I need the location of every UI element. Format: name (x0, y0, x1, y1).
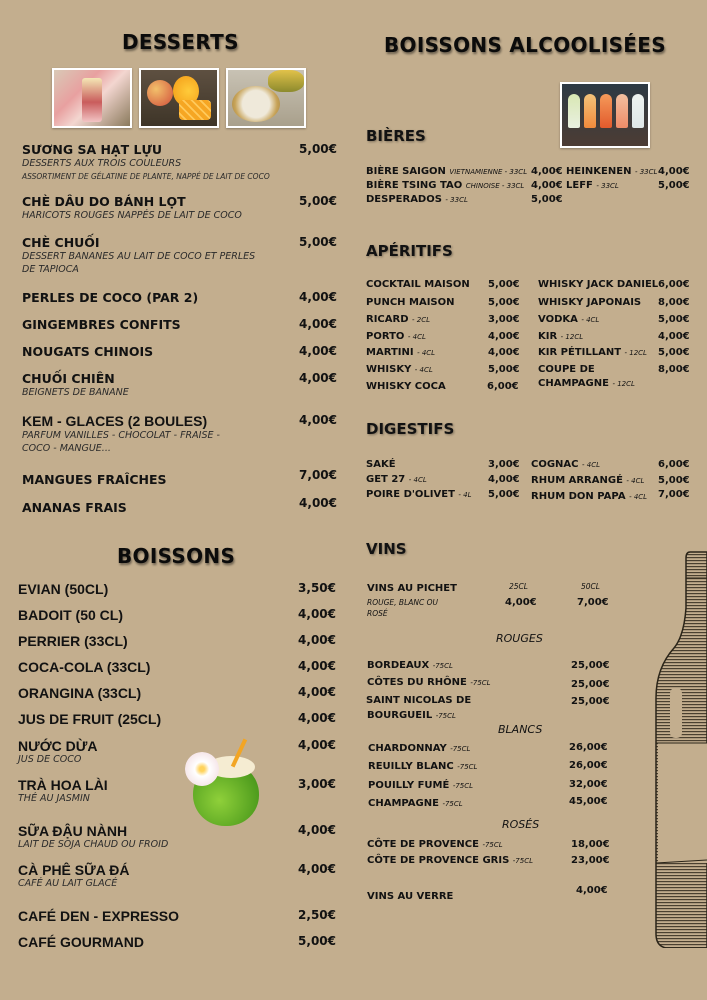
wine-bottle-illustration (652, 548, 707, 948)
item-price: 5,00€ (658, 475, 690, 486)
item-price: 4,00€ (299, 496, 337, 510)
item-name: GINGEMBRES CONFITS (22, 317, 181, 332)
item-note: -75CL (442, 800, 463, 808)
item-note: -75CL (457, 763, 478, 771)
item-name: ANANAS FRAIS (22, 500, 127, 515)
coconut-drink-illustration (185, 738, 265, 828)
aperitifs-title: APÉRITIFS (366, 242, 453, 260)
item-price: 3,00€ (488, 459, 520, 470)
item-desc: JUS DE COCO (18, 754, 82, 765)
item-note: - 4CL (407, 333, 426, 341)
item-desc: CAFÉ AU LAIT GLACÉ (18, 878, 118, 889)
item-price: 25,00€ (571, 679, 610, 690)
item-price: 25,00€ (571, 696, 610, 707)
beer-item (566, 166, 657, 177)
boissons-title: BOISSONS (117, 544, 236, 568)
digestif-item (531, 491, 647, 502)
item-price: 3,00€ (488, 314, 520, 325)
dessert-item (22, 142, 337, 183)
item-desc-2: ASSORTIMENT DE GÉLATINE DE PLANTE, NAPPÉ DE LAIT DE COCO (22, 172, 270, 181)
item-name: CÔTES DU RHÔNE (367, 677, 467, 688)
item-name: TRÀ HOA LÀI (18, 777, 108, 793)
aperitif-item (366, 347, 435, 358)
item-name: DESPERADOS (366, 194, 442, 205)
item-name: WHISKY COCA (366, 381, 446, 392)
item-name: LEFF (566, 180, 593, 191)
item-name: GET 27 (366, 474, 406, 485)
item-price: 4,00€ (531, 180, 563, 191)
dessert-item (22, 413, 337, 455)
item-name: CHÈ DÂU DO BÁNH LỌT (22, 194, 186, 209)
item-name: PUNCH MAISON (366, 297, 455, 308)
item-price: 26,00€ (569, 742, 608, 753)
aperitif-item-line2 (538, 378, 635, 389)
item-name: SAKÉ (366, 459, 396, 470)
dessert-photo-3 (226, 68, 306, 128)
item-name: REUILLY BLANC (368, 761, 454, 772)
item-name: KEM - GLACES (2 BOULES) (22, 413, 208, 429)
item-note: - 4CL (629, 493, 648, 501)
item-price: 4,00€ (299, 371, 337, 385)
item-desc: HARICOTS ROUGES NAPPÉS DE LAIT DE COCO (22, 210, 242, 221)
drink-item (18, 685, 336, 701)
item-price: 4,00€ (299, 413, 337, 427)
item-price: 2,50€ (298, 908, 336, 922)
item-price: 5,00€ (298, 934, 336, 948)
alcool-title: BOISSONS ALCOOLISÉES (384, 33, 666, 57)
item-name: CHÈ CHUỐI (22, 235, 100, 250)
item-note: - 12CL (612, 380, 635, 388)
digestif-item (366, 474, 427, 485)
item-note: VIETNAMIENNE - 33CL (449, 168, 528, 176)
aperitif-item (538, 279, 658, 290)
item-price: 4,00€ (299, 344, 337, 358)
item-name: JUS DE FRUIT (25CL) (18, 711, 162, 727)
wine-pichet-name: VINS AU PICHET (367, 583, 457, 594)
item-desc: PARFUM VANILLES - CHOCOLAT - FRAISE - COCO - MANGUE... (22, 430, 220, 454)
bieres-title: BIÈRES (366, 127, 426, 145)
wine-item-line2 (367, 710, 456, 721)
item-name: PERRIER (33CL) (18, 633, 128, 649)
item-price: 5,00€ (299, 194, 337, 208)
aperitif-item (538, 314, 599, 325)
item-name: ORANGINA (33CL) (18, 685, 142, 701)
dessert-item (22, 235, 337, 276)
item-desc: DESSERTS AUX TROIS COULEURS (22, 158, 182, 169)
item-price: 5,00€ (531, 194, 563, 205)
item-price: 23,00€ (571, 855, 610, 866)
wine-item (368, 780, 473, 791)
item-price: 5,00€ (299, 142, 337, 156)
wine-pichet-desc: ROUGE, BLANC OU ROSÉ (367, 598, 439, 618)
item-desc: BEIGNETS DE BANANE (22, 387, 129, 398)
wine-item (367, 839, 503, 850)
dessert-item (22, 498, 337, 515)
item-name: SỮA ĐẬU NÀNH (18, 823, 128, 839)
item-desc: THÉ AU JASMIN (18, 793, 90, 804)
drink-item (18, 777, 336, 804)
item-note: - 4CL (581, 316, 600, 324)
item-note: - 4CL (581, 461, 600, 469)
wine-pichet-price-50: 7,00€ (577, 597, 609, 608)
blancs-label: BLANCS (498, 723, 543, 736)
item-note: -75CL (482, 841, 503, 849)
item-price: 5,00€ (299, 235, 337, 249)
item-name: BIÈRE SAIGON (366, 166, 446, 177)
item-name: CÔTE DE PROVENCE GRIS (367, 855, 510, 866)
item-name: KIR (538, 331, 558, 342)
item-price: 5,00€ (658, 347, 690, 358)
item-note: -75CL (452, 782, 474, 790)
item-name: CÔTE DE PROVENCE (367, 839, 479, 850)
item-name: MARTINI (366, 347, 414, 358)
aperitif-item (538, 347, 647, 358)
wine-item (368, 798, 463, 809)
item-price: 5,00€ (488, 297, 520, 308)
item-name: CÀ PHÊ SỮA ĐÁ (18, 862, 130, 878)
item-price: 7,00€ (658, 489, 690, 500)
item-desc: LAIT DE SOJA CHAUD OU FROID (18, 839, 169, 850)
wine-col-25cl: 25CL (509, 582, 528, 591)
item-price: 6,00€ (658, 279, 690, 290)
item-price: 25,00€ (571, 660, 610, 671)
item-price: 4,00€ (299, 317, 337, 331)
item-name: NOUGATS CHINOIS (22, 344, 154, 359)
drink-item (18, 934, 336, 950)
item-price: 4,00€ (658, 166, 690, 177)
vins-title: VINS (366, 540, 407, 558)
item-note: - 4CL (408, 476, 427, 484)
drink-item (18, 633, 336, 649)
item-price: 4,00€ (298, 711, 336, 725)
item-price: 4,00€ (299, 290, 337, 304)
item-price: 5,00€ (488, 489, 520, 500)
aperitif-item (366, 314, 430, 325)
drink-item (18, 711, 336, 727)
item-price: 4,00€ (298, 738, 336, 752)
item-price: 26,00€ (569, 760, 608, 771)
item-name: POIRE D'OLIVET (366, 489, 455, 500)
dessert-item (22, 470, 337, 487)
item-name: MANGUES FRAÎCHES (22, 472, 167, 487)
aperitif-item (366, 279, 470, 290)
dessert-item (22, 317, 337, 332)
drink-item (18, 607, 336, 623)
item-name: SAINT NICOLAS DE (366, 695, 472, 706)
item-price: 8,00€ (658, 297, 690, 308)
drink-item (18, 823, 336, 850)
item-name: KIR PÉTILLANT (538, 347, 622, 358)
item-name: COCKTAIL MAISON (366, 279, 470, 290)
item-note: - 12CL (624, 349, 647, 357)
item-name: BORDEAUX (367, 660, 430, 671)
item-name: WHISKY JACK DANIEL (538, 279, 659, 290)
dessert-photo-2 (139, 68, 219, 128)
aperitif-item (366, 381, 446, 392)
item-name: CAFÉ DEN - EXPRESSO (18, 908, 180, 924)
item-name: COGNAC (531, 459, 579, 470)
dessert-photo-1 (52, 68, 132, 128)
wine-item (367, 677, 491, 688)
item-price: 5,00€ (488, 279, 520, 290)
aperitif-item (538, 331, 583, 342)
beer-item (366, 166, 527, 177)
item-name: VODKA (538, 314, 578, 325)
item-name: EVIAN (50CL) (18, 581, 109, 597)
aperitif-item (538, 364, 595, 375)
item-price: 4,00€ (488, 331, 520, 342)
item-name: COUPE DE (538, 364, 595, 375)
item-note: -75CL (512, 857, 533, 865)
item-name: BOURGUEIL (367, 710, 433, 721)
beer-item (566, 180, 619, 191)
wine-item (368, 743, 470, 754)
item-note: -75CL (470, 679, 491, 687)
dessert-item (22, 194, 337, 222)
item-name: NƯỚC DỪA (18, 738, 98, 754)
aperitif-item (366, 297, 455, 308)
item-name: BIÈRE TSING TAO (366, 180, 463, 191)
digestifs-title: DIGESTIFS (366, 420, 455, 438)
item-price: 5,00€ (658, 314, 690, 325)
item-price: 4,00€ (298, 633, 336, 647)
drink-item (18, 738, 336, 765)
item-note: -75CL (435, 712, 456, 720)
item-desc: DESSERT BANANES AU LAIT DE COCO ET PERLES DE TAPIOCA (22, 251, 256, 275)
item-note: - 4L (458, 491, 472, 499)
item-note: - 4CL (417, 349, 436, 357)
item-name: CAFÉ GOURMAND (18, 934, 144, 950)
beer-item (366, 194, 468, 205)
item-note: - 4CL (626, 477, 645, 485)
item-name: HEINKENEN (566, 166, 632, 177)
dessert-item (22, 290, 337, 305)
item-price: 18,00€ (571, 839, 610, 850)
drink-item (18, 862, 336, 889)
item-price: 5,00€ (488, 364, 520, 375)
item-price: 4,00€ (488, 347, 520, 358)
item-name: RICARD (366, 314, 409, 325)
item-note: - 33CL (596, 182, 619, 190)
item-note: - 12CL (560, 333, 584, 341)
item-price: 6,00€ (487, 381, 519, 392)
drink-item (18, 908, 336, 924)
digestif-item (531, 459, 600, 470)
wine-verre-price: 4,00€ (576, 885, 608, 896)
item-price: 4,00€ (298, 659, 336, 673)
digestif-item (531, 475, 644, 486)
item-price: 7,00€ (299, 468, 337, 482)
item-note: - 2CL (411, 316, 430, 324)
item-price: 4,00€ (298, 685, 336, 699)
item-price: 4,00€ (658, 331, 690, 342)
wine-item (368, 761, 477, 772)
item-name: RHUM DON PAPA (531, 491, 626, 502)
wine-item (367, 660, 453, 671)
item-name: CHAMPAGNE (368, 798, 439, 809)
item-note: CHINOISE - 33CL (465, 182, 525, 190)
digestif-item (366, 459, 396, 470)
rouges-label: ROUGES (496, 632, 543, 645)
item-name: CHAMPAGNE (538, 378, 609, 389)
item-price: 4,00€ (298, 823, 336, 837)
item-price: 4,00€ (298, 862, 336, 876)
item-price: 3,50€ (298, 581, 336, 595)
item-price: 8,00€ (658, 364, 690, 375)
wine-verre-name: VINS AU VERRE (367, 891, 454, 902)
item-price: 4,00€ (488, 474, 520, 485)
item-name: WHISKY JAPONAIS (538, 297, 642, 308)
roses-label: ROSÉS (502, 818, 540, 831)
item-note: - 33CL (634, 168, 658, 176)
wine-item (367, 855, 533, 866)
item-name: WHISKY (366, 364, 412, 375)
desserts-title: DESSERTS (122, 30, 239, 54)
wine-col-50cl: 50CL (581, 582, 600, 591)
item-name: SƯƠNG SA HẠT LỰU (22, 142, 163, 157)
item-note: - 4CL (414, 366, 433, 374)
item-name: CHUỐI CHIÊN (22, 371, 115, 386)
item-name: RHUM ARRANGÉ (531, 475, 623, 486)
item-price: 6,00€ (658, 459, 690, 470)
item-name: CHARDONNAY (368, 743, 447, 754)
dessert-item (22, 344, 337, 359)
aperitif-item (366, 331, 426, 342)
item-name: PORTO (366, 331, 405, 342)
item-price: 3,00€ (298, 777, 336, 791)
item-note: -75CL (450, 745, 471, 753)
item-price: 4,00€ (531, 166, 563, 177)
aperitif-item (366, 364, 433, 375)
item-name: BADOIT (50 CL) (18, 607, 123, 623)
item-price: 45,00€ (569, 796, 608, 807)
wine-pichet-price-25: 4,00€ (505, 597, 537, 608)
item-note: -75CL (432, 662, 453, 670)
drink-item (18, 659, 336, 675)
cocktails-photo (560, 82, 650, 148)
item-price: 4,00€ (298, 607, 336, 621)
beer-item (366, 180, 524, 191)
item-name: PERLES DE COCO (PAR 2) (22, 290, 199, 305)
wine-item (366, 695, 471, 706)
aperitif-item (538, 297, 641, 308)
digestif-item (366, 489, 472, 500)
item-note: - 33CL (445, 196, 468, 204)
item-price: 32,00€ (569, 779, 608, 790)
dessert-item (22, 371, 337, 399)
item-name: POUILLY FUMÉ (368, 780, 450, 791)
item-name: COCA-COLA (33CL) (18, 659, 151, 675)
item-price: 5,00€ (658, 180, 690, 191)
drink-item (18, 581, 336, 597)
